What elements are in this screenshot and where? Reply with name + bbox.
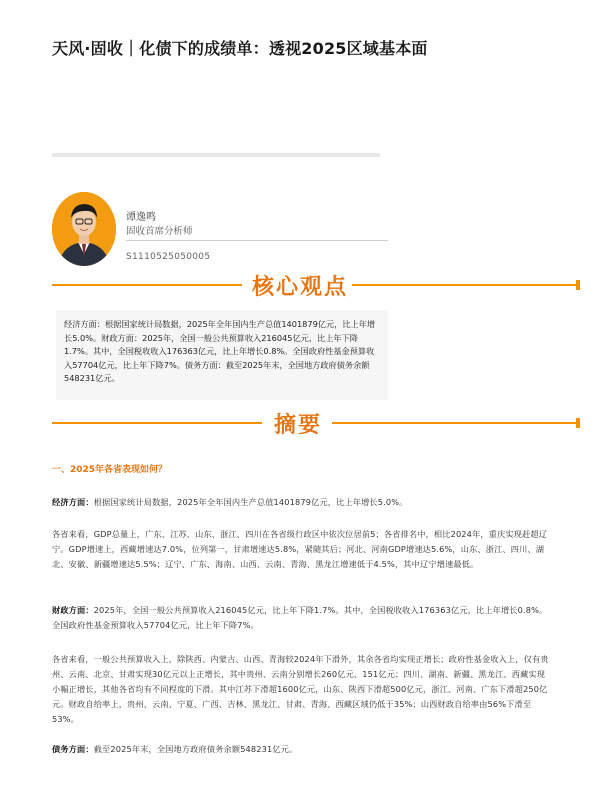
paragraph-label: 债务方面：	[52, 744, 94, 754]
summary-header	[52, 408, 580, 438]
core-header-line-left	[52, 284, 242, 286]
author-divider	[126, 240, 388, 241]
paragraph-text: 2025年，全国一般公共预算收入216045亿元，比上年下降1.7%。其中，全国税收收入176363亿元，比上年增长0.8%。全国政府性基金预算收入57704亿元，比上年下降7%。	[52, 605, 548, 630]
paragraph-provinces-fiscal: 各省来看，一般公共预算收入上，除陕西、内蒙古、山西、青海较2024年下滑外，其余各省均实现正增长；政府性基金收入上，仅有贵州、云南、北京、甘肃实现30亿元以上正增长，其中贵州、云南分别增长260亿元、151亿元；四川、湖南、新疆、黑龙江、西藏实现小幅正增长，其他各省均有不同程度的下滑。其中江苏下滑超1600亿元，山东、陕西下滑超500亿元，浙江、河南、广东下滑超250亿元。财政自给率上，贵州、云南、宁夏、广西、吉林、黑龙江、甘肃、青海、西藏区域仍低于35%；山西财政自给率由56%下滑至53%。	[52, 654, 549, 724]
paragraph-label: 财政方面：	[52, 605, 94, 615]
paragraph-text: 根据国家统计局数据，2025年全年国内生产总值1401879亿元，比上年增长5.0%。	[93, 497, 408, 507]
section-title: 一、2025年各省表现如何？	[52, 465, 168, 475]
paragraph-provinces-gdp: 各省来看，GDP总量上，广东、江苏、山东、浙江、四川在各省级行政区中依次位居前5；各省排名中，相比2024年，重庆实现赶超辽宁。GDP增速上，西藏增速达7.0%，位列第一，甘肃增速达5.8%，紧随其后；河北、河南GDP增速达5.6%，山东、浙江、四川、湖北、安徽、新疆增速达5.5%；辽宁、广东、海南、山西、云南、青海、黑龙江增速低于4.5%，其中辽宁增速最低。	[52, 529, 548, 569]
paragraph-text: 截至2025年末，全国地方政府债务余额548231亿元。	[93, 744, 298, 754]
summary-header-tail	[576, 418, 580, 428]
page-title: 天风·固收｜化债下的成绩单：透视2025区域基本面	[52, 39, 428, 58]
summary-header-line-left	[52, 422, 262, 424]
summary-header-line-right	[332, 422, 580, 424]
author-name: 谭逸鸣	[126, 212, 156, 223]
author-id: S1110525050005	[126, 252, 211, 262]
core-header	[52, 270, 580, 300]
paragraph-fiscal	[52, 603, 552, 633]
divider-bar	[52, 153, 380, 157]
core-header-text: 核心观点	[252, 275, 349, 300]
avatar	[52, 192, 116, 266]
paragraph-debt	[52, 742, 552, 757]
paragraph-label: 经济方面：	[52, 497, 94, 507]
paragraph-economy	[52, 495, 552, 510]
core-header-line-right	[352, 284, 580, 286]
author-role: 固收首席分析师	[126, 226, 193, 237]
summary-header-text: 摘要	[274, 413, 323, 438]
core-points-box: 经济方面：根据国家统计局数据，2025年全年国内生产总值1401879亿元，比上年增长5.0%。财政方面：2025年，全国一般公共预算收入216045亿元，比上年下降1.7%。其中，全国税收收入176363亿元，比上年增长0.8%。全国政府性基金预算收入57704亿元，比上年下降7%。债务方面：截至2025年末，全国地方政府债务余额548231亿元。	[56, 310, 388, 400]
core-header-tail	[576, 280, 580, 290]
